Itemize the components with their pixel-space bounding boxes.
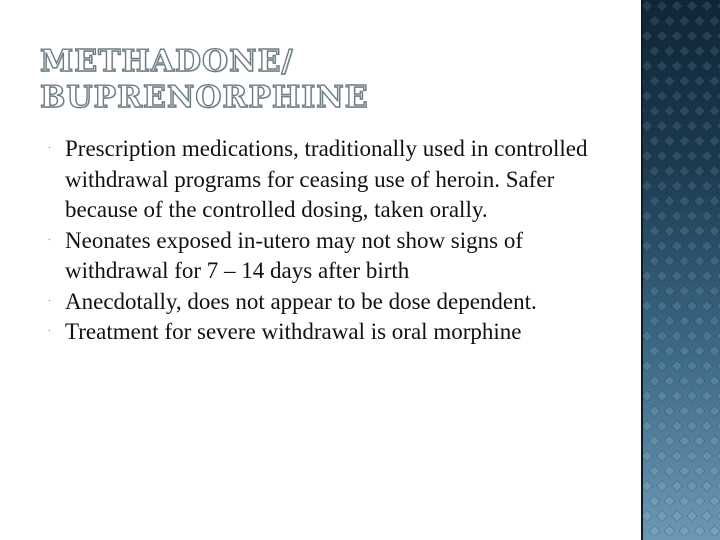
bullet-text: Anecdotally, does not appear to be dose dependent. (65, 288, 537, 314)
bullet-item (48, 134, 618, 226)
bullet-item (48, 287, 618, 318)
bullet-text: Treatment for severe withdrawal is oral morphine (65, 319, 522, 344)
diamond-lattice-pattern (643, 0, 720, 540)
decorative-side-panel (643, 0, 720, 540)
bullet-list (48, 134, 618, 348)
title-line-2: BUPRENORPHINE (40, 80, 369, 115)
bullet-text: Prescription medications, traditionally used in controlled withdrawal programs for ceasing use of heroin. Safer because of the controlled dosing, taken orally. (65, 136, 588, 222)
bullet-marker-icon: ⸱ (48, 234, 51, 246)
bullet-item (48, 226, 618, 287)
slide-title (40, 44, 600, 116)
title-line-1: METHADONE/ (40, 44, 294, 79)
bullet-marker-icon: ⸱ (48, 295, 51, 307)
bullet-item (48, 317, 618, 348)
bullet-marker-icon: ⸱ (48, 326, 51, 337)
bullet-marker-icon: ⸱ (48, 143, 51, 154)
bullet-text: Neonates exposed in-utero may not show signs of withdrawal for 7 – 14 days after birth (65, 227, 524, 283)
